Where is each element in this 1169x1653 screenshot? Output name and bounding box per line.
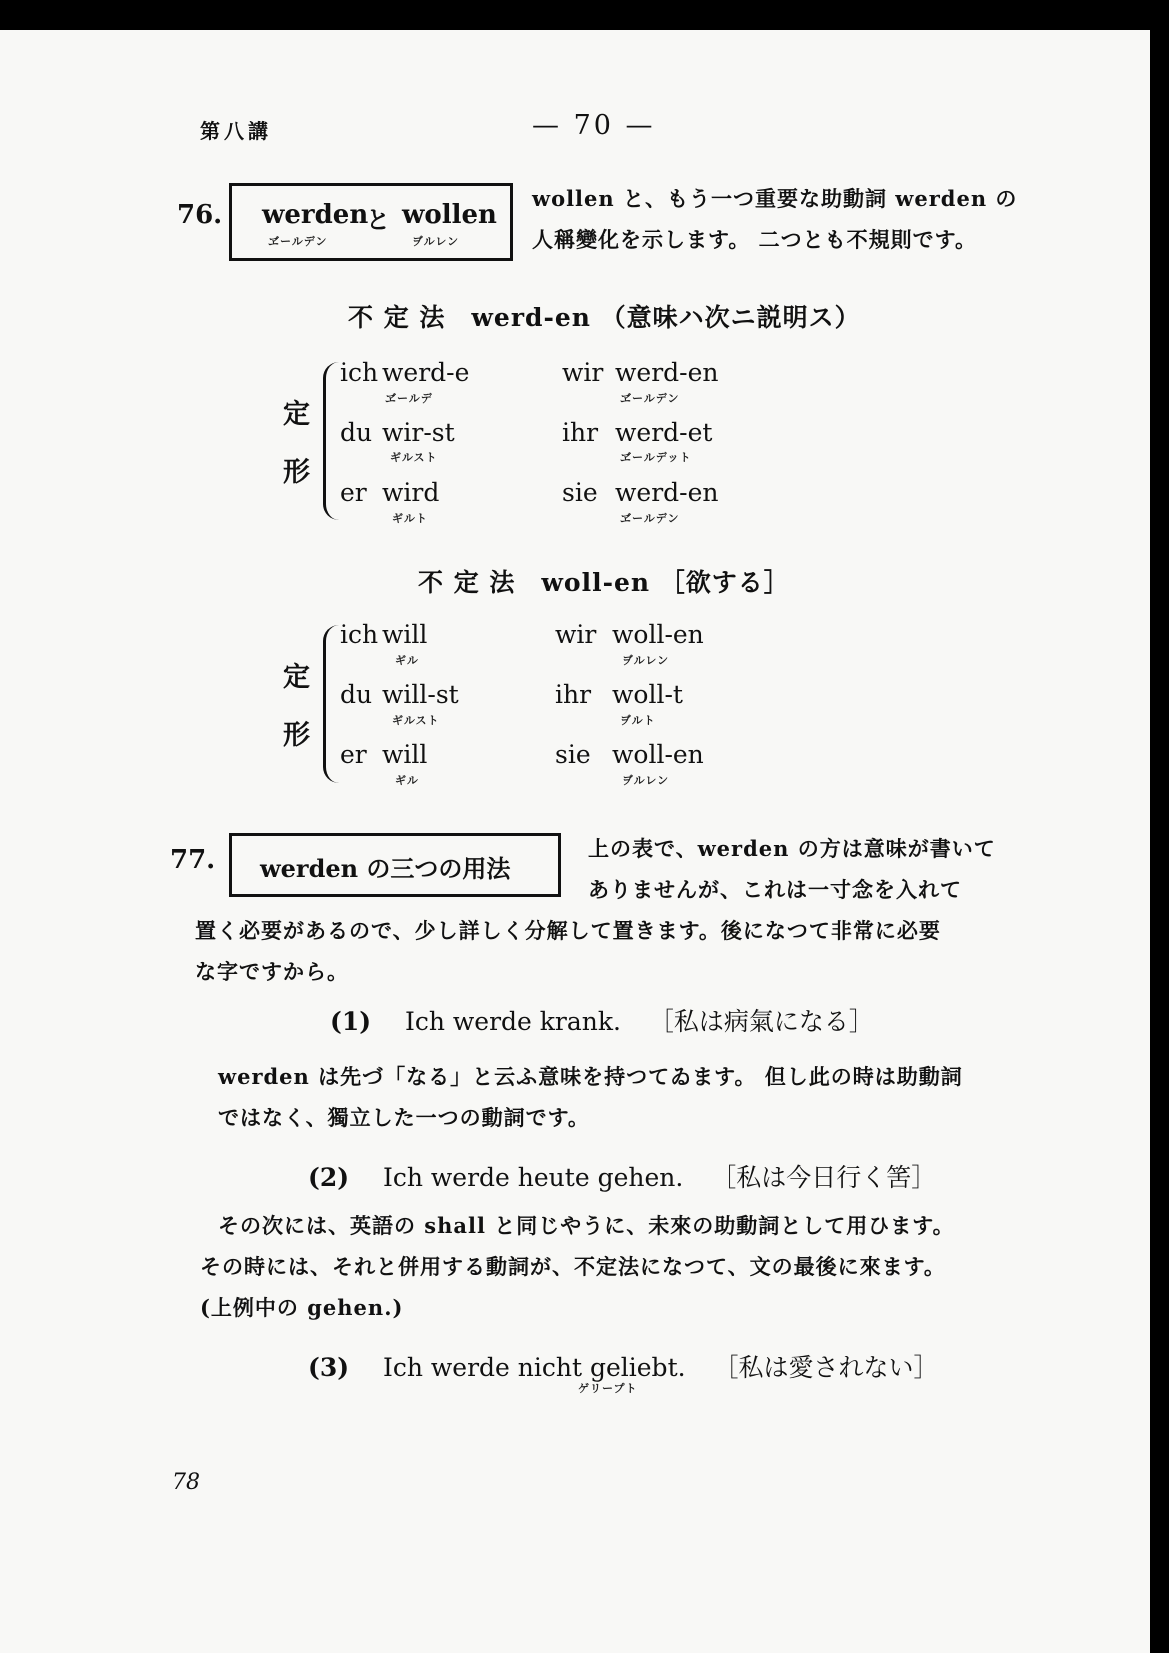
example-german: Ich werde nicht geliebt. xyxy=(382,1353,686,1382)
title-wollen-furigana: ヺルレン xyxy=(412,235,460,248)
title-werden-furigana: ヹールデン xyxy=(268,235,328,248)
table-cell: woll-en xyxy=(612,620,704,649)
wollen-table-heading: 不 定 法 woll-en ［欲する］ xyxy=(418,568,790,597)
werden-table-brace xyxy=(323,362,340,520)
table-cell: werd-en xyxy=(615,358,719,387)
page-number: — 70 — xyxy=(532,110,656,141)
title-werden: werden xyxy=(262,200,369,230)
section-77-description-right: 上の表で、werden の方は意味が書いて ありませんが、これは一寸念を入れて xyxy=(588,836,996,902)
furigana: ギル xyxy=(395,654,419,667)
example-number: (1) xyxy=(330,1007,372,1036)
title-wollen: wollen xyxy=(402,200,497,230)
table-cell: will xyxy=(382,740,428,769)
table-cell: werd-e xyxy=(382,358,470,387)
furigana: ヹールデン xyxy=(620,392,680,405)
section-76-title-box xyxy=(229,183,513,261)
example-1 xyxy=(330,1002,874,1038)
werden-table-heading: 不 定 法 werd-en （意味ハ次ニ説明ス） xyxy=(348,303,861,332)
example-3 xyxy=(308,1348,938,1384)
table-cell: will xyxy=(382,620,428,649)
table-cell: wir-st xyxy=(382,418,455,447)
werden-label-top: 定 xyxy=(283,399,310,430)
table-cell: sie xyxy=(555,740,591,769)
furigana: ヺルレン xyxy=(622,774,670,787)
table-cell: ich xyxy=(340,358,379,387)
furigana: ゲリープト xyxy=(578,1382,638,1395)
section-76-description: wollen と、もう一つ重要な助動詞 werden の 人稱變化を示します。 二つとも不規則です。 xyxy=(532,186,1018,252)
book-page xyxy=(0,30,1150,1653)
title-and: と xyxy=(366,205,390,234)
wollen-table-brace xyxy=(323,625,340,783)
furigana: ヺルレン xyxy=(622,654,670,667)
table-cell: er xyxy=(340,740,367,769)
furigana: ヹールデ xyxy=(385,392,433,405)
table-cell: woll-t xyxy=(612,680,683,709)
section-77-title-box xyxy=(229,833,561,897)
table-cell: will-st xyxy=(382,680,459,709)
table-cell: wird xyxy=(382,478,440,507)
example-number: (2) xyxy=(308,1163,350,1192)
folio-number: 78 xyxy=(172,1470,200,1495)
section-77-description: 置く必要があるので、少し詳しく分解して置きます。後になつて非常に必要 な字ですから。 xyxy=(195,918,941,984)
table-cell: ihr xyxy=(562,418,599,447)
furigana: ギルト xyxy=(392,512,428,525)
furigana: ヹールデット xyxy=(620,451,692,464)
example-gloss: ［私は今日行く筈］ xyxy=(711,1163,937,1192)
explanation-1: werden は先づ「なる」と云ふ意味を持つてゐます。 但し此の時は助動詞 ではなく、獨立した一つの動詞です。 xyxy=(218,1064,963,1130)
furigana: ギルスト xyxy=(390,451,438,464)
table-cell: wir xyxy=(562,358,604,387)
furigana: ヹールデン xyxy=(620,512,680,525)
example-2 xyxy=(308,1158,936,1194)
section-77-number: 77. xyxy=(170,845,216,875)
wollen-label-bottom: 形 xyxy=(283,720,310,751)
table-cell: werd-en xyxy=(615,478,719,507)
wollen-label-top: 定 xyxy=(283,662,310,693)
table-cell: ihr xyxy=(555,680,592,709)
furigana: ギル xyxy=(395,774,419,787)
table-cell: ich xyxy=(340,620,379,649)
section-77-title: werden の三つの用法 xyxy=(260,854,511,883)
table-cell: du xyxy=(340,418,373,447)
table-cell: werd-et xyxy=(615,418,713,447)
example-gloss: ［私は病氣になる］ xyxy=(648,1007,874,1036)
furigana: ヺルト xyxy=(620,714,656,727)
table-cell: wir xyxy=(555,620,597,649)
table-cell: er xyxy=(340,478,367,507)
explanation-2: その次には、英語の shall と同じやうに、未來の助動詞として用ひます。 その時には、それと併用する動詞が、不定法になつて、文の最後に來ます。 (上例中の gehen.) xyxy=(200,1213,955,1320)
werden-label-bottom: 形 xyxy=(283,457,310,488)
table-cell: du xyxy=(340,680,373,709)
example-gloss: ［私は愛されない］ xyxy=(713,1353,939,1382)
example-german: Ich werde heute gehen. xyxy=(382,1163,684,1192)
chapter-label: 第八講 xyxy=(200,119,272,143)
table-cell: woll-en xyxy=(612,740,704,769)
example-number: (3) xyxy=(308,1353,350,1382)
furigana: ギルスト xyxy=(392,714,440,727)
table-cell: sie xyxy=(562,478,598,507)
example-german: Ich werde krank. xyxy=(404,1007,621,1036)
section-76-number: 76. xyxy=(177,200,223,230)
